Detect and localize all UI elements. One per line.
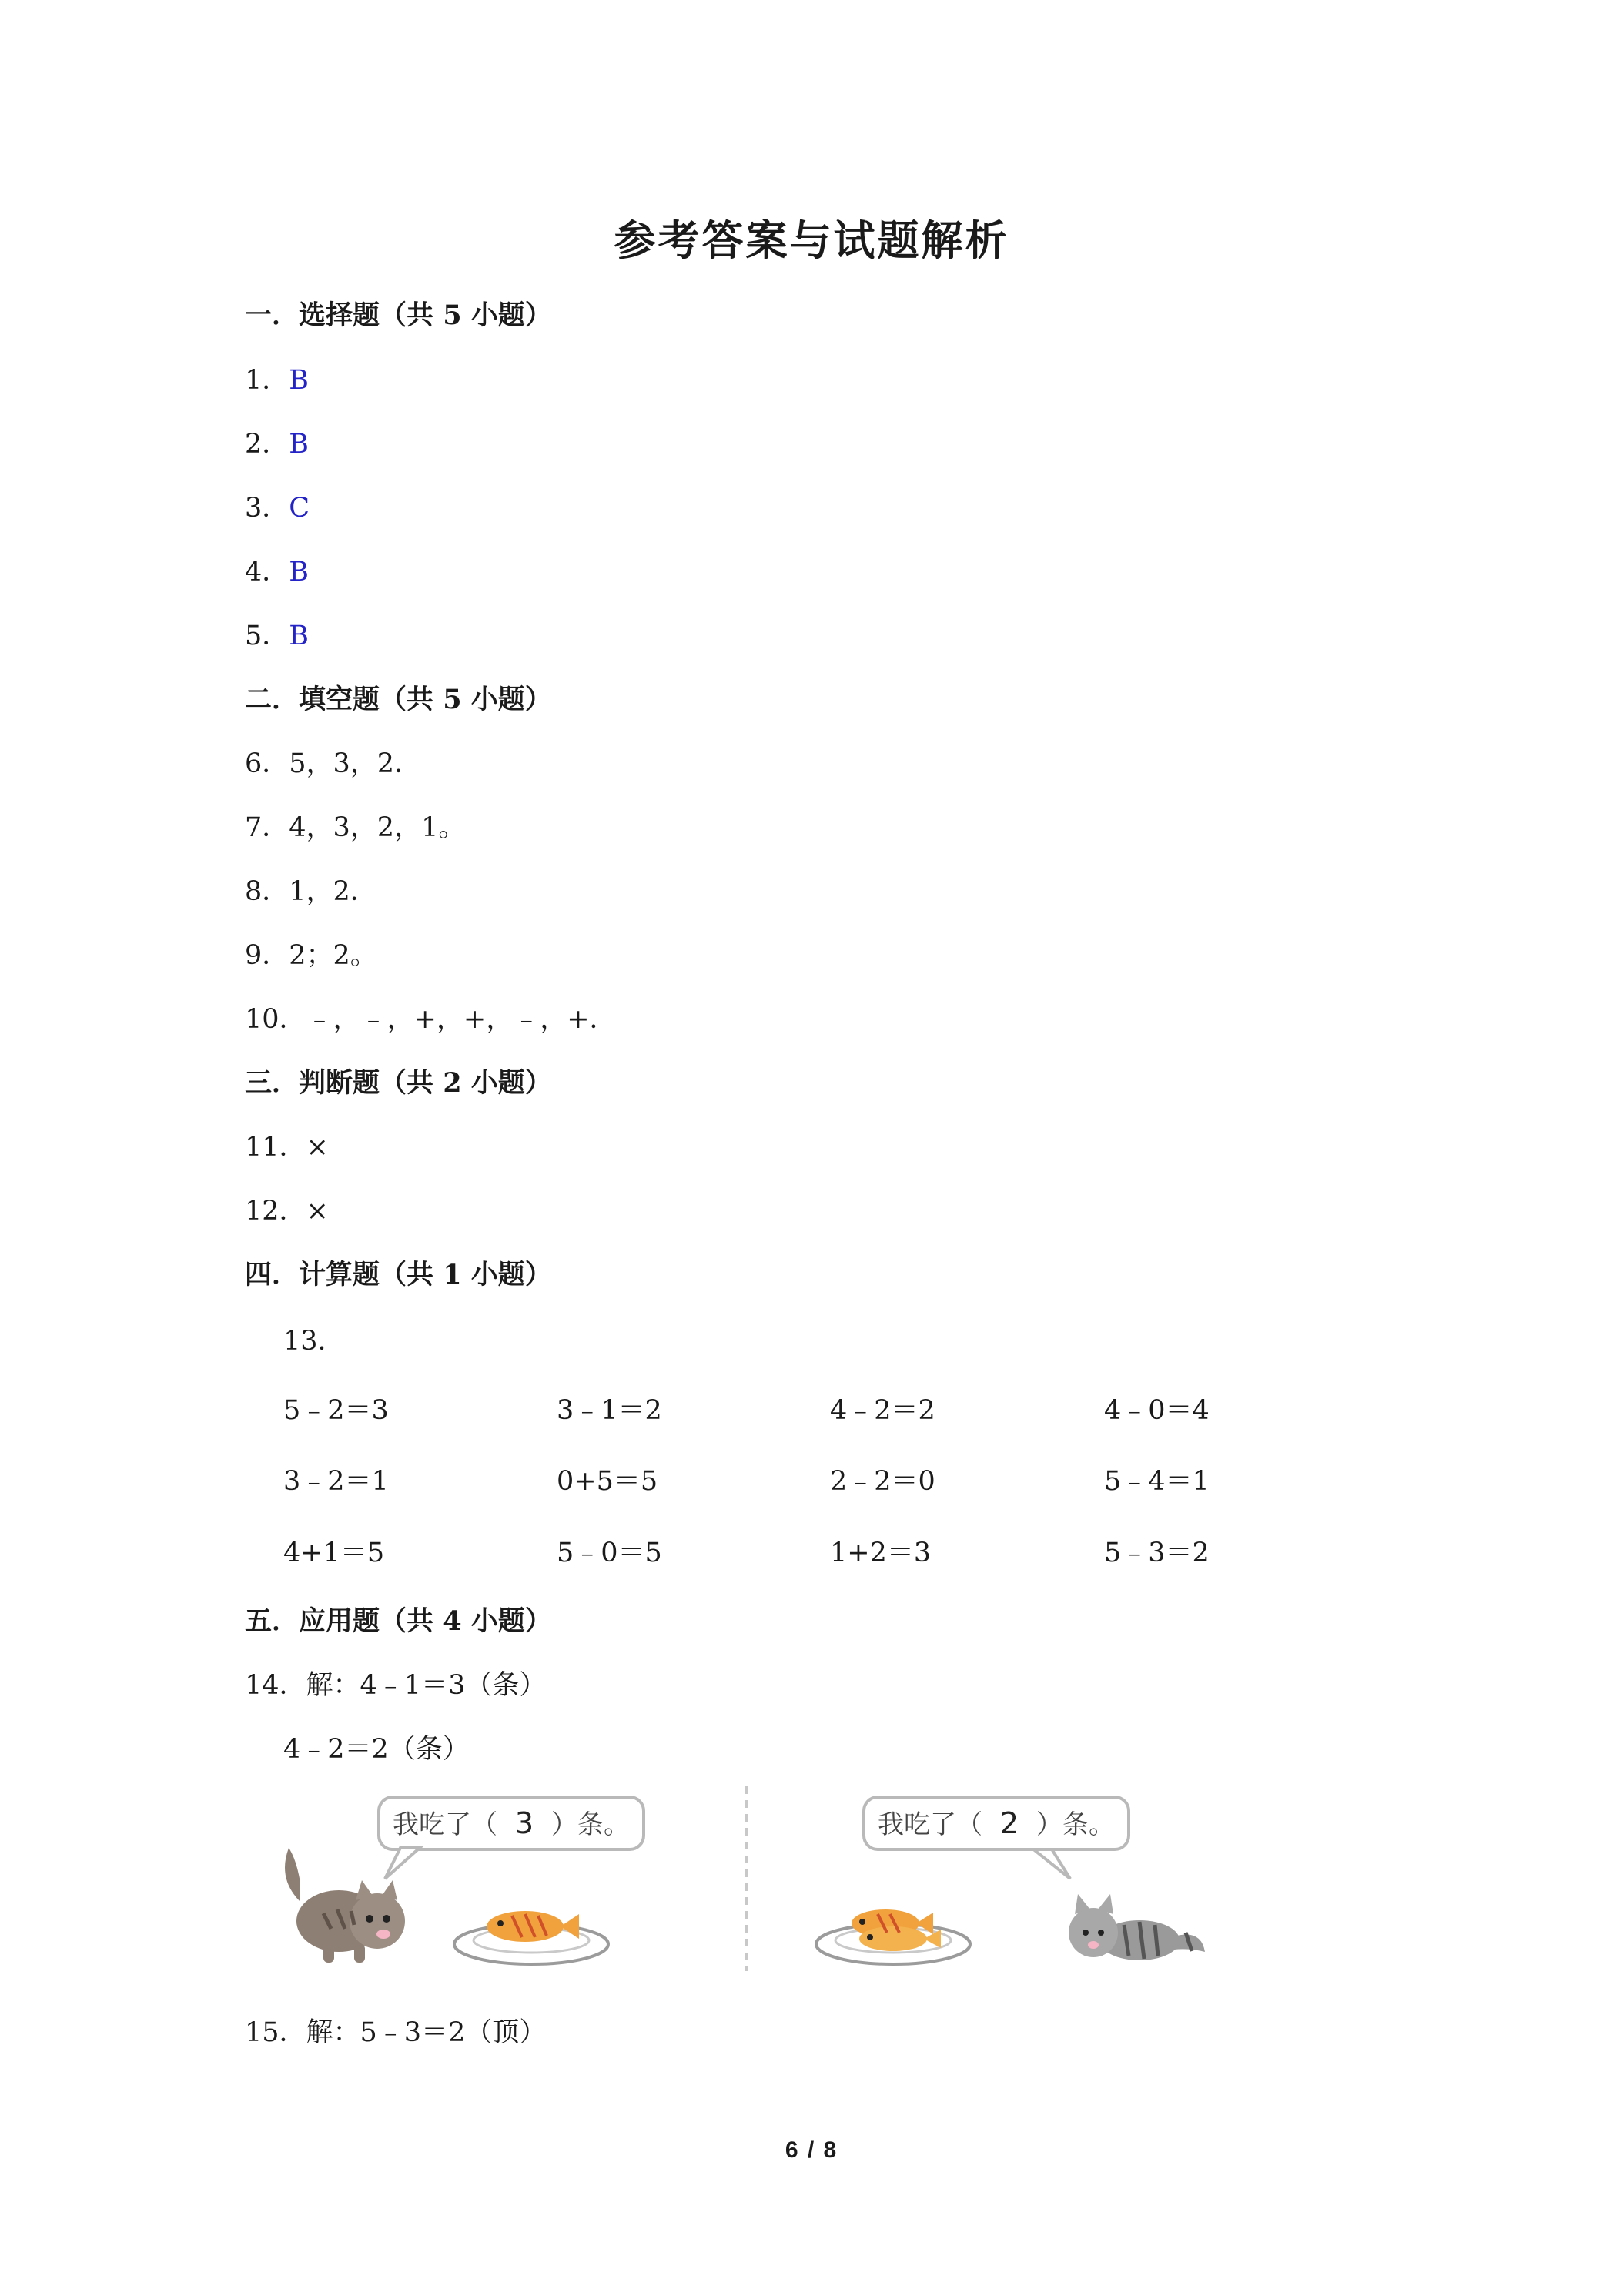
page-title: 参考答案与试题解析 [614,216,1009,265]
calc-cell: 5﹣3＝2 [1104,1538,1210,1568]
section-heading-application: 五．应用题（共 4 小题） [245,1605,552,1637]
calc-cell: 3﹣2＝1 [283,1466,389,1497]
calc-cell: 2﹣2＝0 [830,1466,935,1497]
choice-answer: 3．C [245,493,310,524]
calc-cell: 5﹣0＝5 [557,1538,662,1568]
choice-answer: 2．B [245,429,310,460]
calc-question-number: 13． [283,1326,345,1357]
bubble-tail-right [1032,1848,1070,1879]
q14-solution-line2: 4﹣2＝2（条） [283,1734,470,1765]
cat-icon [285,1848,405,1963]
calc-cell: 5﹣4＝1 [1104,1466,1210,1497]
choice-answer: 4．B [245,557,310,587]
calc-cell: 3﹣1＝2 [557,1395,662,1426]
choice-answer: 5．B [245,621,310,651]
speech-bubble-left: 我吃了（ 3 ）条。 [377,1796,645,1851]
calc-cell: 1+2＝3 [830,1538,932,1568]
calc-cell: 4﹣2＝2 [830,1395,935,1426]
section-heading-choice: 一．选择题（共 5 小题） [245,300,552,331]
cat-icon [1069,1894,1205,1960]
q14-solution-line1: 14．解：4﹣1＝3（条） [245,1670,547,1701]
calc-cell: 5﹣2＝3 [283,1395,389,1426]
fill-answer: 8．1，2． [245,876,377,907]
bubble-tail-left [385,1848,420,1879]
calc-cell: 4﹣0＝4 [1104,1395,1210,1426]
cat-fish-illustration [277,1786,1216,1979]
fill-answer: 7．4，3，2，1。 [245,812,466,843]
calc-cell: 4+1＝5 [283,1538,385,1568]
section-heading-calc: 四．计算题（共 1 小题） [245,1259,552,1290]
page-number: 6 / 8 [785,2137,838,2163]
speech-bubble-right: 我吃了（ 2 ）条。 [862,1796,1130,1851]
judge-answer: 12．× [245,1196,329,1227]
q15-solution-line1: 15．解：5﹣3＝2（顶） [245,2017,547,2048]
choice-answer: 1．B [245,365,310,396]
calc-cell: 0+5＝5 [557,1466,658,1497]
plate-with-fish-icon [454,1911,608,1964]
fill-answer: 10．﹣，﹣，+，+，﹣，+． [245,1004,617,1035]
section-heading-judge: 三．判断题（共 2 小题） [245,1067,552,1099]
section-heading-fill: 二．填空题（共 5 小题） [245,684,552,715]
plate-with-fish-icon [816,1909,970,1964]
fill-answer: 6．5，3，2． [245,748,422,779]
judge-answer: 11．× [245,1132,329,1163]
fill-answer: 9．2；2。 [245,940,377,971]
